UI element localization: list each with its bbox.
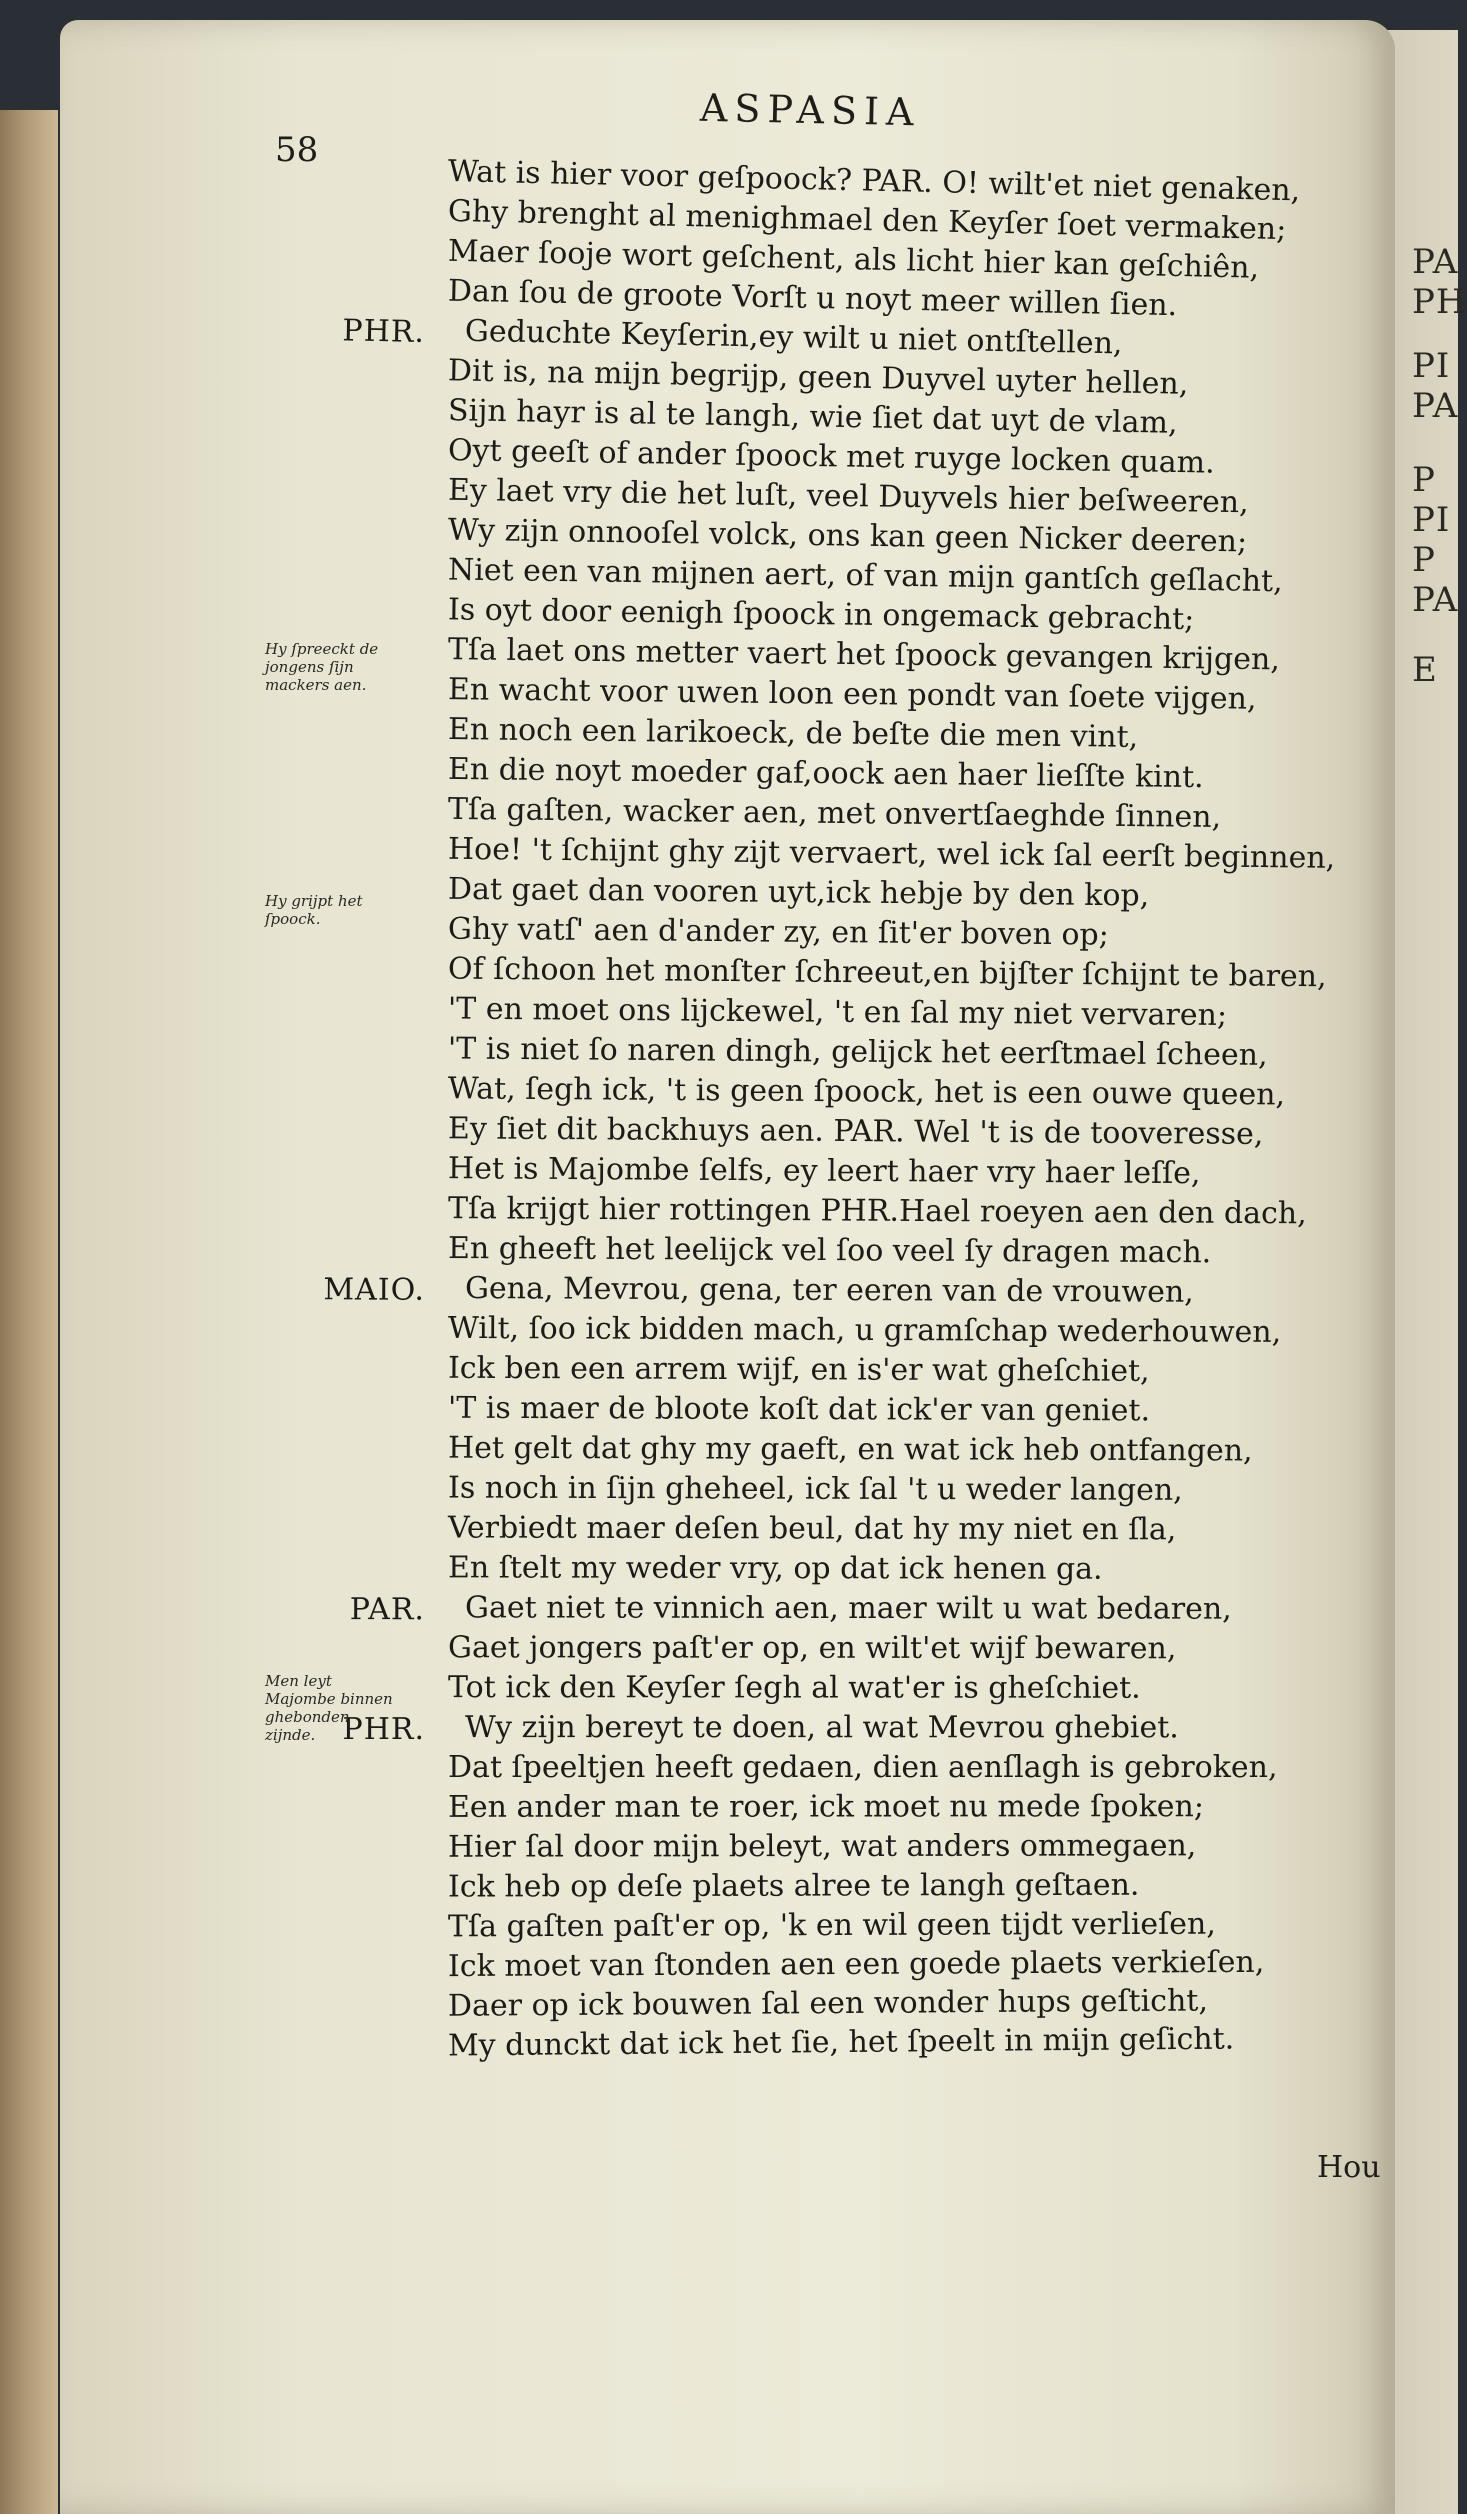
- verse-text: Hier ſal door mijn beleyt, wat anders ommegaen,: [447, 1828, 1197, 1865]
- facing-page-fragment: PI: [1412, 500, 1451, 540]
- verse-line: [270, 1388, 1350, 1432]
- verse-text: En ſtelt my weder vry, op dat ick henen ga.: [447, 1550, 1103, 1587]
- verse-text: Gaet niet te vinnich aen, maer wilt u wat bedaren,: [464, 1590, 1232, 1627]
- speaker-label: [275, 1230, 425, 1231]
- speaker-label: [275, 430, 425, 432]
- speaker-label: [275, 1190, 425, 1191]
- speaker-label: [275, 830, 425, 832]
- verse-line: [270, 1588, 1350, 1630]
- speaker-label: [275, 230, 425, 233]
- facing-page-fragment: PA: [1412, 386, 1459, 426]
- verse-line: [270, 1668, 1350, 1709]
- verse-text: En wacht voor uwen loon een pondt van ſoete vijgen,: [447, 672, 1257, 717]
- verse-line: [270, 1628, 1350, 1670]
- speaker-label: [275, 630, 425, 632]
- verse-line: [270, 1708, 1350, 1748]
- verse-text: Dan ſou de groote Vorſt u noyt meer willen ſien.: [447, 273, 1178, 324]
- verse-text: En noch een larikoeck, de beſte die men vint,: [447, 712, 1139, 755]
- verse-text: Tſa laet ons metter vaert het ſpoock gevangen krijgen,: [447, 632, 1281, 678]
- verse-text: Wat, ſegh ick, 't is geen ſpoock, het is een ouwe queen,: [447, 1071, 1286, 1113]
- verse-text: Ick ben een arrem wijf, en is'er wat gheſchiet,: [447, 1350, 1150, 1389]
- speaker-label: PHR.: [342, 313, 426, 350]
- verse-text: Wy zijn onnooſel volck, ons kan geen Nicker deeren;: [447, 512, 1248, 560]
- verse-line: [270, 1508, 1350, 1551]
- verse-text: Een ander man te roer, ick moet nu mede ſpoken;: [447, 1789, 1204, 1825]
- verse-text-block: [270, 148, 1350, 2068]
- verse-line: [270, 1188, 1350, 1235]
- speaker-label: [275, 870, 425, 871]
- margin-note: Hy ſpreeckt de jongens ſijn mackers aen.: [265, 640, 379, 694]
- speaker-label: [275, 2029, 425, 2030]
- speaker-label: [275, 150, 425, 153]
- verse-text: Hoe! 't ſchijnt ghy zijt vervaert, wel ick ſal eerſt beginnen,: [447, 831, 1336, 876]
- verse-text: Geduchte Keyſerin,ey wilt u niet ontſtellen,: [464, 313, 1123, 362]
- facing-page-fragment: PI: [1412, 346, 1451, 386]
- verse-text: Verbiedt maer deſen beul, dat hy my niet en ſla,: [447, 1510, 1177, 1548]
- verse-text: Gena, Mevrou, gena, ter eeren van de vrouwen,: [464, 1271, 1194, 1310]
- speaker-label: [275, 1310, 425, 1311]
- speaker-label: PAR.: [349, 1592, 426, 1628]
- verse-text: Ey ſiet dit backhuys aen. PAR. Wel 't is de tooveresse,: [447, 1111, 1264, 1152]
- margin-note: Men leyt Majombe binnen ghebonden zijnde.: [265, 1672, 393, 1744]
- speaker-label: [275, 1150, 425, 1151]
- verse-text: En die noyt moeder gaf,oock aen haer lieſſte kint.: [447, 751, 1204, 796]
- speaker-label: [275, 470, 425, 472]
- verse-text: Tſa gaſten, wacker aen, met onvertſaeghde ſinnen,: [447, 791, 1222, 835]
- speaker-label: [275, 790, 425, 792]
- facing-page-fragment: PH: [1412, 282, 1467, 322]
- verse-text: Dit is, na mijn begrijp, geen Duyvel uyter hellen,: [447, 353, 1189, 402]
- speaker-label: [275, 1949, 425, 1950]
- facing-page-fragment: PA: [1412, 242, 1459, 282]
- verse-text: My dunckt dat ick het ſie, het ſpeelt in mijn geſicht.: [447, 2021, 1235, 2064]
- verse-text: Dat gaet dan vooren uyt,ick hebje by den kop,: [447, 871, 1150, 914]
- facing-page-fragment: E: [1412, 650, 1438, 690]
- speaker-label: [275, 1390, 425, 1391]
- verse-text: Ghy vatſ' aen d'ander zy, en ſit'er boven op;: [447, 911, 1109, 953]
- verse-text: Dat ſpeeltjen heeft gedaen, dien aenſlagh is gebroken,: [448, 1750, 1278, 1785]
- speaker-label: [275, 1070, 425, 1071]
- facing-page-fragment: P: [1412, 540, 1436, 580]
- speaker-label: [275, 1909, 425, 1910]
- verse-line: [270, 1468, 1350, 1511]
- verse-text: 'T en moet ons lijckewel, 't en ſal my niet vervaren;: [447, 991, 1228, 1034]
- verse-text: Niet een van mijnen aert, of van mijn gantſch geſlacht,: [447, 552, 1283, 600]
- speaker-label: [275, 950, 425, 951]
- verse-text: Sijn hayr is al te langh, wie ſiet dat uyt de vlam,: [447, 393, 1178, 441]
- speaker-label: [275, 1110, 425, 1111]
- verse-text: Ick moet van ſtonden aen een goede plaets verkieſen,: [447, 1944, 1265, 1985]
- speaker-label: [275, 1030, 425, 1031]
- verse-text: Oyt geeſt of ander ſpoock met ruyge locken quam.: [447, 432, 1215, 481]
- verse-line: [270, 1826, 1350, 1868]
- verse-text: En gheeft het leelijck vel ſoo veel ſy dragen mach.: [447, 1230, 1212, 1271]
- speaker-label: [275, 390, 425, 393]
- verse-line: [270, 1348, 1350, 1393]
- speaker-label: PHR.: [342, 1712, 426, 1748]
- verse-text: Is noch in ſijn gheheel, ick ſal 't u weder langen,: [447, 1470, 1183, 1508]
- speaker-label: [275, 350, 425, 353]
- facing-page-fragment: P: [1412, 460, 1436, 500]
- verse-text: Wy zijn bereyt te doen, al wat Mevrou ghebiet.: [464, 1710, 1179, 1746]
- verse-text: Maer ſooje wort geſchent, als licht hier kan geſchiên,: [447, 233, 1260, 286]
- verse-text: Tot ick den Keyſer ſegh al wat'er is gheſchiet.: [447, 1670, 1141, 1706]
- verse-line: [270, 1228, 1350, 1274]
- verse-line: [270, 1268, 1350, 1314]
- verse-text: 'T is niet ſo naren dingh, gelijck het eerſtmael ſcheen,: [447, 1031, 1268, 1073]
- verse-text: Wat is hier voor geſpoock? PAR. O! wilt'et niet genaken,: [447, 154, 1301, 209]
- verse-line: [270, 1428, 1350, 1472]
- verse-text: Is oyt door eenigh ſpoock in ongemack gebracht;: [447, 592, 1195, 638]
- catchword: Hou: [1317, 2150, 1381, 2185]
- speaker-label: [275, 590, 425, 592]
- verse-text: Of ſchoon het monſter ſchreeut,en bijſter ſchijnt te baren,: [447, 951, 1327, 995]
- page-number: 58: [275, 130, 319, 170]
- speaker-label: [275, 1350, 425, 1351]
- speaker-label: [275, 750, 425, 752]
- verse-text: Tſa krijgt hier rottingen PHR.Hael roeyen aen den dach,: [447, 1191, 1307, 1232]
- speaker-label: [275, 710, 425, 712]
- verse-text: 'T is maer de bloote koſt dat ick'er van geniet.: [447, 1390, 1151, 1429]
- verse-line: [270, 1865, 1350, 1908]
- speaker-label: [275, 190, 425, 193]
- verse-text: Daer op ick bouwen ſal een wonder hups geſticht,: [447, 1983, 1209, 2024]
- verse-line: [270, 1748, 1350, 1788]
- speaker-label: [275, 1989, 425, 1990]
- verse-text: Het gelt dat ghy my gaeft, en wat ick heb ontfangen,: [447, 1430, 1253, 1469]
- speaker-label: [275, 1430, 425, 1431]
- speaker-label: [275, 990, 425, 991]
- running-head: ASPASIA: [699, 85, 921, 135]
- speaker-label: [275, 550, 425, 552]
- speaker-label: [275, 510, 425, 512]
- verse-text: Gaet jongers paſt'er op, en wilt'et wijf bewaren,: [447, 1630, 1177, 1667]
- facing-page-fragment: PA: [1412, 580, 1459, 620]
- verse-text: Ey laet vry die het luſt, veel Duyvels hier beſweeren,: [447, 472, 1249, 521]
- verse-text: Het is Majombe ſelfs, ey leert haer vry haer leſſe,: [447, 1151, 1201, 1192]
- speaker-label: [275, 270, 425, 273]
- verse-line: [270, 2019, 1350, 2068]
- verse-line: [270, 1308, 1350, 1353]
- verse-line: [270, 1548, 1350, 1590]
- verse-line: [270, 1904, 1350, 1948]
- verse-text: Ick heb op deſe plaets alree te langh geſtaen.: [447, 1867, 1140, 1905]
- book-left-edge: [0, 110, 58, 2514]
- verse-text: Wilt, ſoo ick bidden mach, u gramſchap wederhouwen,: [447, 1310, 1282, 1350]
- verse-line: [270, 1787, 1350, 1828]
- speaker-label: MAIO.: [323, 1272, 426, 1308]
- margin-note: Hy grijpt het ſpoock.: [265, 892, 363, 928]
- verse-text: Tſa gaſten paſt'er op, 'k en wil geen tijdt verlieſen,: [447, 1906, 1216, 1945]
- verse-text: Ghy brenght al menighmael den Keyſer ſoet vermaken;: [447, 193, 1287, 248]
